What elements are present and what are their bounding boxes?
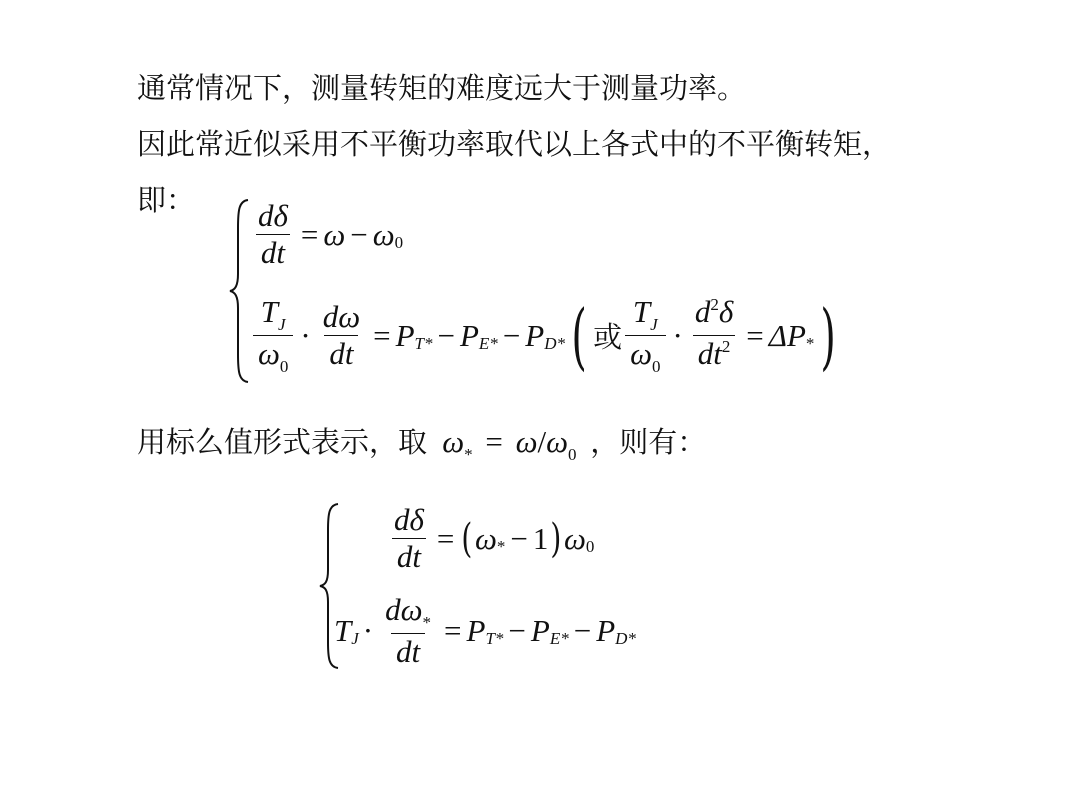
eq1-row1: $\frac{d\delta}{dt}$ = ω − ω 0: [250, 198, 403, 271]
intro-line: 通常情况下，测量转矩的难度远大于测量功率。: [137, 71, 747, 105]
left-brace-1: [228, 198, 250, 384]
omega-star-definition: $\omega_* = \omega/\omega_0$: [442, 424, 577, 464]
domega-dt-fraction: $\frac{d\omega}{dt}$: [322, 299, 361, 371]
domega-star-dt-fraction: $\frac{d\omega_*}{dt}$: [385, 592, 432, 669]
eq2-row2: T J · $\frac{d\omega_*}{dt}$ = P T* − P E* − P D*: [334, 592, 636, 669]
eq1-row2: $\frac{T_J}{\omega_0}$ · $\frac{d\omega}{dt}$ = P T* − P E* − P D* ( 或 $\frac{T_J}{\omega_0}$ · $\frac{d^2\delta}{dt^2}$ = ΔP * ): [250, 294, 842, 377]
eq2-row1: $\frac{d\delta}{dt}$ = ( ω * − 1 ) ω 0: [386, 502, 594, 575]
left-paren: (: [571, 293, 587, 378]
or-label: 或: [593, 320, 623, 354]
ddelta-dt-fraction: $\frac{d\delta}{dt}$: [253, 198, 293, 271]
d2delta-dt2-fraction: $\frac{d^2\delta}{dt^2}$: [690, 294, 738, 377]
per-unit-line: 用标么值形式表示，取 $\omega_* = \omega/\omega_0$ ，则有：: [137, 424, 707, 464]
tj-omega0-fraction-2: $\frac{T_J}{\omega_0}$: [625, 294, 665, 377]
ddelta-dt-fraction-2: $\frac{d\delta}{dt}$: [389, 502, 429, 575]
tj-omega0-fraction: $\frac{T_J}{\omega_0}$: [253, 294, 293, 377]
namely-label: 即：: [137, 183, 196, 217]
right-paren: ): [820, 293, 837, 378]
approximation-line: 因此常近似采用不平衡功率取代以上各式中的不平衡转矩，: [137, 127, 892, 161]
